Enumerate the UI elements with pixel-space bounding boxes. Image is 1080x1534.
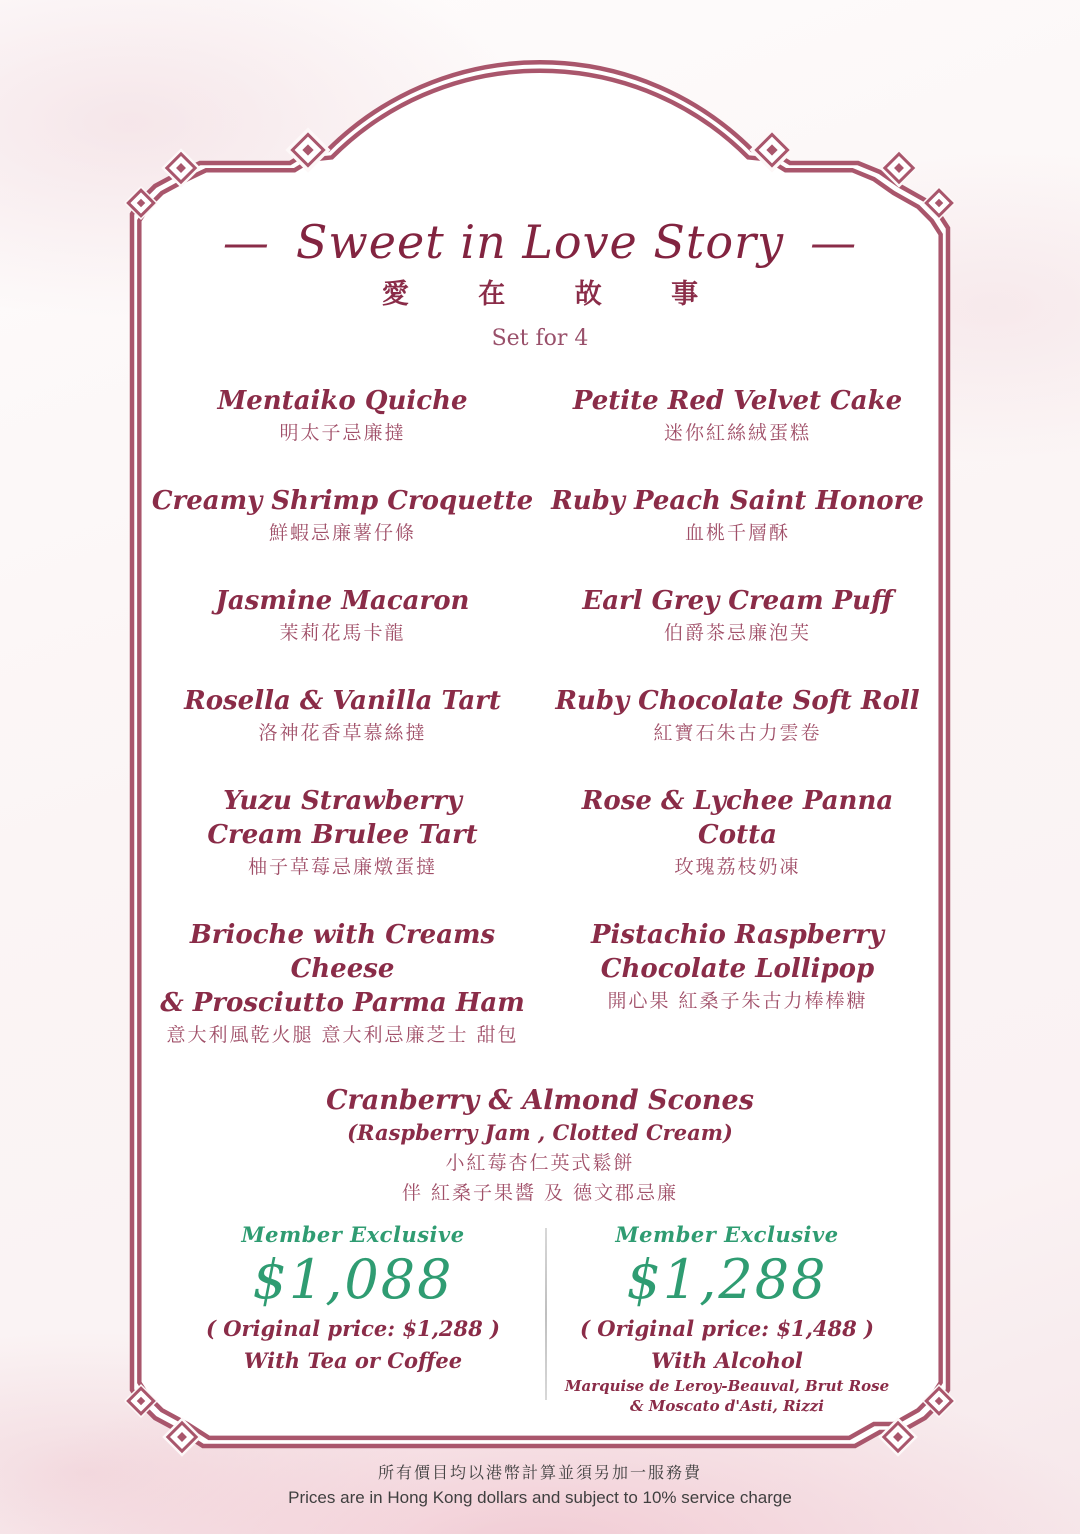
menu-grid [145, 384, 935, 1050]
item-name-zh: 洛神花香草慕絲撻 [258, 722, 427, 744]
feature-item-subtitle: (Raspberry Jam , Clotted Cream) [347, 1120, 733, 1145]
item-name: Mentaiko Quiche [217, 386, 468, 416]
original-price: ( Original price: $1,488 ) [580, 1316, 874, 1341]
item-name-zh: 伯爵茶忌廉泡芙 [663, 622, 811, 644]
menu-item [540, 584, 935, 648]
item-name-zh: 意大利風乾火腿 意大利忌廉芝士 甜包 [166, 1024, 519, 1046]
feature-item-zh-line2: 伴 紅桑子果醬 及 德文郡忌廉 [401, 1182, 679, 1204]
page-title-row [0, 216, 1080, 268]
price-note: With Alcohol [651, 1348, 803, 1373]
item-name: Earl Grey Cream Puff [582, 586, 893, 616]
menu-item [540, 784, 935, 882]
menu-header [0, 0, 1080, 354]
original-price: ( Original price: $1,288 ) [206, 1316, 500, 1341]
member-price: $1,288 [626, 1248, 828, 1311]
item-name: Jasmine Macaron [215, 586, 470, 616]
member-exclusive-label: Member Exclusive [615, 1222, 839, 1247]
menu-item [145, 918, 540, 1050]
price-note: With Tea or Coffee [243, 1348, 463, 1373]
item-name-zh: 鮮蝦忌廉薯仔條 [268, 522, 416, 544]
item-name: Ruby Peach Saint Honore [551, 486, 924, 516]
member-price: $1,088 [252, 1248, 454, 1311]
item-name: Brioche with Creams Cheese [189, 920, 496, 984]
item-name-zh: 迷你紅絲絨蛋糕 [663, 422, 811, 444]
menu-item [540, 918, 935, 1016]
item-name-zh: 柚子草莓忌廉燉蛋撻 [247, 856, 437, 878]
item-name-zh: 玫瑰荔枝奶凍 [674, 856, 801, 878]
pricing-section [0, 1222, 1080, 1416]
wine-list-line2: & Moscato d'Asti, Rizzi [630, 1397, 824, 1415]
item-name: Creamy Shrimp Croquette [151, 486, 534, 516]
page-title-zh: 愛 在 故 事 [381, 279, 729, 310]
item-name-line2: Cream Brulee Tart [207, 820, 478, 850]
item-name: Pistachio Raspberry [590, 920, 885, 950]
title-dash-right: — [810, 215, 858, 269]
item-name: Yuzu Strawberry [223, 786, 462, 816]
feature-item-zh-line1: 小紅莓杏仁英式鬆餅 [445, 1152, 635, 1174]
footer-disclaimer-en: Prices are in Hong Kong dollars and subject to 10% service charge [288, 1488, 792, 1507]
menu-item [145, 784, 540, 882]
page-title: Sweet in Love Story [295, 215, 785, 269]
item-name-zh: 開心果 紅桑子朱古力棒棒糖 [607, 990, 868, 1012]
price-block-tea [173, 1222, 533, 1376]
item-name-zh: 紅寶石朱古力雲卷 [653, 722, 822, 744]
title-dash-left: — [222, 215, 270, 269]
set-for-label: Set for 4 [491, 326, 589, 351]
item-name-line2: & Prosciutto Parma Ham [160, 988, 525, 1018]
menu-item [540, 384, 935, 448]
member-exclusive-label: Member Exclusive [241, 1222, 465, 1247]
menu-item [540, 484, 935, 548]
wine-list-line1: Marquise de Leroy-Beauval, Brut Rose [564, 1377, 890, 1395]
item-name: Rose & Lychee Panna Cotta [581, 786, 894, 850]
item-name: Petite Red Velvet Cake [572, 386, 903, 416]
item-name: Rosella & Vanilla Tart [184, 686, 501, 716]
feature-item-name: Cranberry & Almond Scones [326, 1085, 754, 1116]
item-name-zh: 血桃千層酥 [684, 522, 790, 544]
feature-item [0, 1084, 1080, 1208]
price-block-alcohol [547, 1222, 907, 1416]
item-name-line2: Chocolate Lollipop [600, 954, 875, 984]
footer-disclaimer-zh: 所有價目均以港幣計算並須另加一服務費 [377, 1465, 702, 1482]
footer-disclaimer [0, 1462, 1080, 1510]
menu-item [145, 484, 540, 548]
menu-item [540, 684, 935, 748]
item-name-zh: 茉莉花馬卡龍 [279, 622, 406, 644]
menu-item [145, 684, 540, 748]
item-name: Ruby Chocolate Soft Roll [555, 686, 920, 716]
menu-item [145, 584, 540, 648]
menu-item [145, 384, 540, 448]
item-name-zh: 明太子忌廉撻 [279, 422, 406, 444]
